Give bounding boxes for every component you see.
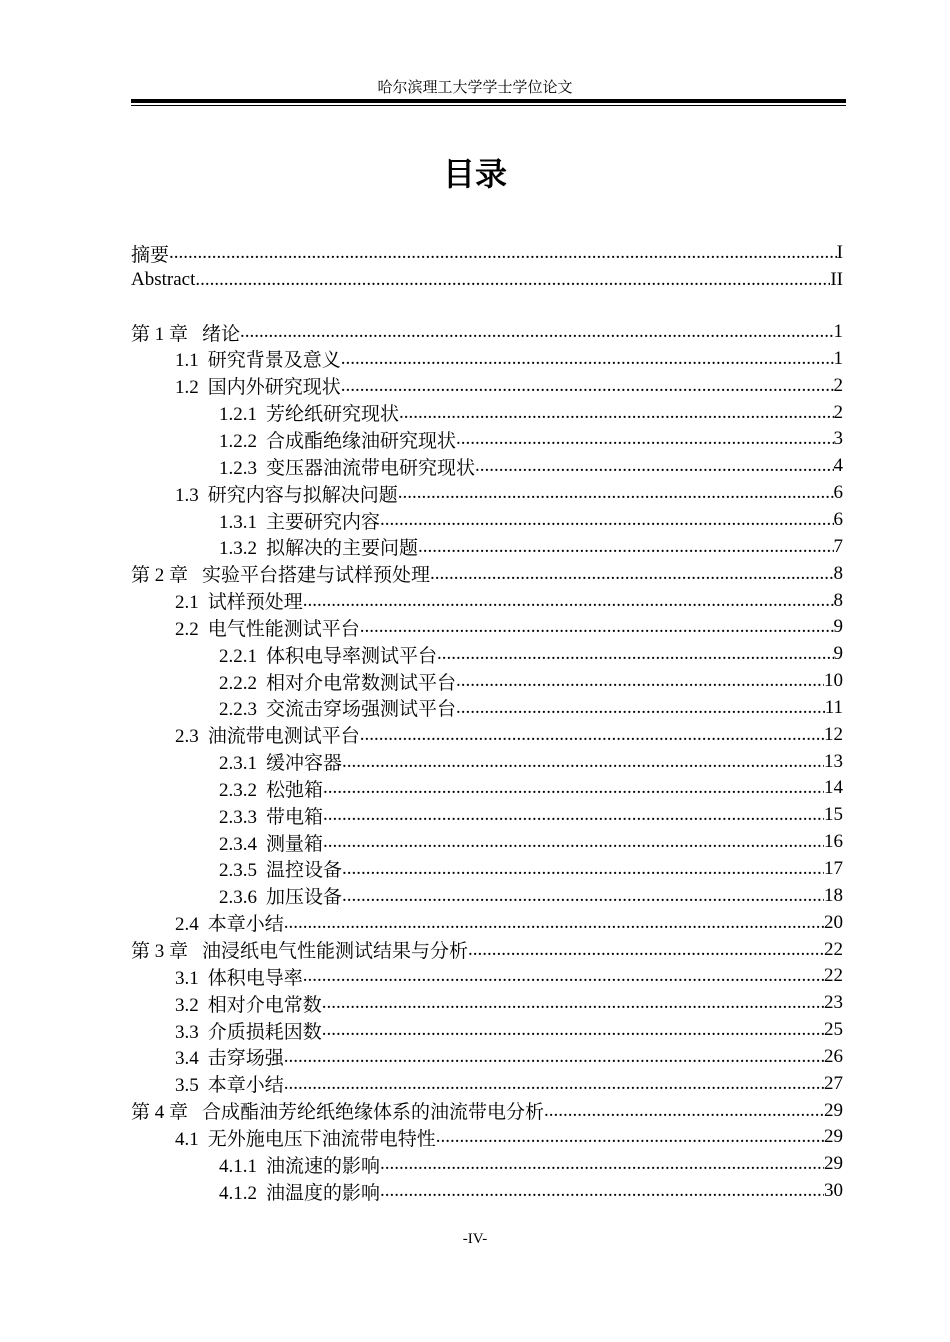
toc-entry-title <box>219 882 342 909</box>
dot-leader <box>303 590 834 612</box>
toc-entry-label: 合成酯绝缘油研究现状 <box>266 430 457 452</box>
toc-page-number: 25 <box>824 1019 843 1041</box>
toc-entry-label: 体积电导率测试平台 <box>266 645 438 667</box>
dot-leader <box>284 1073 824 1095</box>
toc-page-number: 16 <box>824 831 843 853</box>
toc-entry-title <box>219 399 399 426</box>
toc-entry[interactable] <box>131 748 846 775</box>
toc-entry-number: 4.1.1 <box>219 1155 257 1177</box>
toc-entry-label: 交流击穿场强测试平台 <box>266 699 457 721</box>
toc-entry-label: 无外施电压下油流带电特性 <box>207 1128 436 1150</box>
toc-entry-title <box>219 668 456 695</box>
toc-entry-title <box>219 1151 380 1178</box>
toc-entry-title <box>219 802 323 829</box>
toc-entry-number: 3.4 <box>175 1048 199 1070</box>
toc-entry[interactable] <box>131 426 846 453</box>
toc-page-number: 22 <box>824 938 843 960</box>
toc-entry-number: 3.3 <box>175 1021 199 1043</box>
toc-entry-number: 2.3.1 <box>219 753 257 775</box>
toc-entry-number: 1.2.1 <box>219 404 257 426</box>
toc-entry-label: 体积电导率 <box>207 967 303 989</box>
toc-page-number: 1 <box>833 321 843 343</box>
toc-entry-title <box>219 507 380 534</box>
toc-entry-label: 实验平台搭建与试样预处理 <box>202 565 431 587</box>
toc-page-number: 2 <box>833 374 843 396</box>
toc-page-number: 8 <box>833 589 843 611</box>
toc-entry-label: 变压器油流带电研究现状 <box>266 457 476 479</box>
toc-entry-title <box>175 372 341 399</box>
toc-entry-label: 芳纶纸研究现状 <box>266 404 400 426</box>
toc-entry-label: 测量箱 <box>266 833 324 855</box>
dot-leader <box>322 992 824 1014</box>
toc-entry[interactable] <box>131 695 846 722</box>
toc-page-number: 18 <box>824 884 843 906</box>
toc-entry-title <box>175 587 303 614</box>
toc-entry[interactable] <box>131 614 846 641</box>
toc-page-number: 23 <box>824 992 843 1014</box>
toc-page-number: II <box>830 269 843 291</box>
toc-entry-label: 研究背景及意义 <box>207 350 341 372</box>
toc-entry-title <box>175 614 360 641</box>
page-title: 目录 <box>442 155 507 193</box>
toc-entry-label: 温控设备 <box>266 860 343 882</box>
toc-entry-label: Abstract <box>131 269 196 291</box>
toc-page-number: 27 <box>824 1072 843 1094</box>
toc-entry-title <box>219 694 456 721</box>
dot-leader <box>380 1180 824 1202</box>
dot-leader <box>284 1046 824 1068</box>
toc-entry[interactable] <box>131 240 846 267</box>
dot-leader <box>342 885 824 907</box>
toc-entry-label: 摘要 <box>131 244 170 266</box>
page-number: -IV- <box>462 1231 488 1247</box>
toc-entry-number: 1.2.3 <box>219 457 257 479</box>
toc-page-number: 30 <box>824 1180 843 1202</box>
toc-entry-number: 2.3.3 <box>219 806 257 828</box>
toc-entry-number: 第 4 章 <box>131 1102 189 1124</box>
dot-leader <box>398 482 834 504</box>
toc-entry-number: 1.3.2 <box>219 538 257 560</box>
dot-leader <box>456 670 824 692</box>
toc-entry-number: 第 1 章 <box>131 323 189 345</box>
toc-entry[interactable] <box>131 1124 846 1151</box>
toc-entry-number: 3.2 <box>175 994 199 1016</box>
toc-entry[interactable] <box>131 1017 846 1044</box>
toc-entry-title <box>131 269 195 291</box>
toc-entry-number: 第 2 章 <box>131 565 189 587</box>
toc-entry-title <box>131 560 430 587</box>
dot-leader <box>323 777 824 799</box>
dot-leader <box>284 912 824 934</box>
toc-entry-label: 相对介电常数测试平台 <box>266 672 457 694</box>
dot-leader <box>323 831 824 853</box>
toc-entry-label: 国内外研究现状 <box>207 377 341 399</box>
toc-entry-number: 4.1.2 <box>219 1182 257 1204</box>
toc-page-number: 8 <box>833 562 843 584</box>
toc-entry-number: 2.2 <box>175 618 199 640</box>
toc-entry-title <box>175 963 303 990</box>
toc-entry[interactable] <box>131 936 846 963</box>
toc-entry-number: 1.3 <box>175 484 199 506</box>
toc-page-number: 6 <box>833 482 843 504</box>
toc-entry-title <box>175 990 322 1017</box>
toc-entry-label: 本章小结 <box>207 1075 284 1097</box>
toc-entry-label: 本章小结 <box>207 914 284 936</box>
toc-entry-title <box>175 345 341 372</box>
toc-entry-number: 2.3.4 <box>219 833 257 855</box>
toc-entry[interactable] <box>131 856 846 883</box>
toc-entry-title <box>219 641 437 668</box>
toc-entry-label: 加压设备 <box>266 887 343 909</box>
toc-entry-title <box>175 721 360 748</box>
toc-entry[interactable] <box>131 372 846 399</box>
dot-leader <box>380 1153 824 1175</box>
dot-leader <box>430 563 833 585</box>
toc-entry-label: 松弛箱 <box>266 779 324 801</box>
toc-entry-number: 2.3.2 <box>219 779 257 801</box>
toc-page-number: 13 <box>824 750 843 772</box>
toc-page-number: 14 <box>824 777 843 799</box>
toc-entry-label: 击穿场强 <box>207 1048 284 1070</box>
toc-entry-title <box>131 936 468 963</box>
toc-page-number: 11 <box>824 696 843 718</box>
dot-leader <box>456 428 833 450</box>
dot-leader <box>456 697 825 719</box>
toc-entry-number: 2.3 <box>175 726 199 748</box>
toc-entry-label: 相对介电常数 <box>207 994 322 1016</box>
toc-entry[interactable] <box>131 480 846 507</box>
dot-leader <box>468 939 824 961</box>
toc-entry-label: 油温度的影响 <box>266 1182 381 1204</box>
toc-entry-label: 油浸纸电气性能测试结果与分析 <box>202 941 469 963</box>
toc-entry-number: 1.3.1 <box>219 511 257 533</box>
toc-entry-label: 试样预处理 <box>207 592 303 614</box>
toc-entry-label: 合成酯油芳纶纸绝缘体系的油流带电分析 <box>202 1102 545 1124</box>
toc-entry-title <box>175 1124 436 1151</box>
toc-entry-number: 2.4 <box>175 914 199 936</box>
toc-entry-label: 主要研究内容 <box>266 511 381 533</box>
toc-page-number: 26 <box>824 1045 843 1067</box>
dot-leader <box>240 321 833 343</box>
toc-entry-title <box>219 453 475 480</box>
toc-entry[interactable] <box>131 963 846 990</box>
toc-entry[interactable] <box>131 1097 846 1124</box>
toc-page-number: 9 <box>833 643 843 665</box>
toc-entry-label: 介质损耗因数 <box>207 1021 322 1043</box>
toc-entry-label: 带电箱 <box>266 806 324 828</box>
toc-entry-title <box>175 1043 284 1070</box>
header-rule-thick <box>131 99 846 103</box>
toc-entry[interactable] <box>131 721 846 748</box>
toc-entry-title <box>219 533 418 560</box>
toc-entry[interactable] <box>131 1178 846 1205</box>
toc-entry-title <box>131 240 169 267</box>
toc-entry-title <box>219 829 323 856</box>
dot-leader <box>399 402 833 424</box>
toc-page-number: 7 <box>833 535 843 557</box>
toc-page-number: 17 <box>824 857 843 879</box>
toc-entry-label: 电气性能测试平台 <box>207 618 360 640</box>
toc-page-number: I <box>836 242 843 264</box>
toc-entry[interactable] <box>131 507 846 534</box>
dot-leader <box>475 455 833 477</box>
dot-leader <box>342 751 824 773</box>
toc-entry[interactable] <box>131 990 846 1017</box>
toc-entry-title <box>175 1017 322 1044</box>
dot-leader <box>341 348 834 370</box>
toc-entry-number: 第 3 章 <box>131 941 189 963</box>
toc-entry-label: 拟解决的主要问题 <box>266 538 419 560</box>
toc-entry-label: 油流速的影响 <box>266 1155 381 1177</box>
dot-leader <box>418 536 833 558</box>
toc-entry-title <box>219 748 342 775</box>
dot-leader <box>342 858 824 880</box>
dot-leader <box>436 1126 824 1148</box>
dot-leader <box>360 724 824 746</box>
toc-entry[interactable] <box>131 882 846 909</box>
dot-leader <box>544 1100 824 1122</box>
toc-page-number: 10 <box>824 670 843 692</box>
toc-entry[interactable] <box>131 399 846 426</box>
toc-entry-title <box>219 775 323 802</box>
toc-page-number: 2 <box>833 401 843 423</box>
toc-entry[interactable] <box>131 1070 846 1097</box>
toc-entry[interactable] <box>131 267 846 294</box>
toc-entry-title <box>175 480 398 507</box>
toc-page-number: 1 <box>833 347 843 369</box>
toc-entry-title <box>219 855 342 882</box>
toc-page-number: 3 <box>833 428 843 450</box>
toc-entry[interactable] <box>131 453 846 480</box>
toc-page-number: 22 <box>824 965 843 987</box>
toc-entry-number: 2.3.5 <box>219 860 257 882</box>
dot-leader <box>322 1019 824 1041</box>
toc-page-number: 12 <box>824 723 843 745</box>
running-header: 哈尔滨理工大学学士学位论文 <box>377 80 573 96</box>
toc-entry-label: 绪论 <box>202 323 241 345</box>
toc-entry[interactable] <box>131 319 846 346</box>
dot-leader <box>169 242 837 264</box>
toc-entry-number: 1.2.2 <box>219 430 257 452</box>
toc-entry[interactable] <box>131 560 846 587</box>
dot-leader <box>360 616 834 638</box>
toc-page-number: 29 <box>824 1153 843 1175</box>
toc-entry-title <box>131 319 240 346</box>
toc-entry[interactable] <box>131 829 846 856</box>
header-rule-thin <box>131 105 846 106</box>
toc-entry-label: 研究内容与拟解决问题 <box>207 484 398 506</box>
toc-entry-number: 2.2.3 <box>219 699 257 721</box>
toc-entry[interactable] <box>131 533 846 560</box>
toc-entry[interactable] <box>131 909 846 936</box>
toc-entry-number: 4.1 <box>175 1128 199 1150</box>
toc-entry[interactable] <box>131 641 846 668</box>
toc-page-number: 4 <box>833 455 843 477</box>
toc-page-number: 9 <box>833 616 843 638</box>
toc-entry-number: 2.1 <box>175 592 199 614</box>
toc-entry-title <box>175 909 284 936</box>
dot-leader <box>195 269 830 291</box>
toc-entry[interactable] <box>131 587 846 614</box>
toc-entry[interactable] <box>131 668 846 695</box>
toc-page-number: 15 <box>824 804 843 826</box>
toc-entry-number: 2.3.6 <box>219 887 257 909</box>
dot-leader <box>323 804 824 826</box>
dot-leader <box>303 965 824 987</box>
toc-entry-label: 缓冲容器 <box>266 753 343 775</box>
toc-entry-title <box>219 1178 380 1205</box>
toc-entry[interactable] <box>131 802 846 829</box>
toc-entry[interactable] <box>131 346 846 373</box>
toc-page-number: 20 <box>824 911 843 933</box>
toc-entry-number: 1.2 <box>175 377 199 399</box>
toc-entry[interactable] <box>131 775 846 802</box>
toc-entry[interactable] <box>131 1151 846 1178</box>
table-of-contents <box>131 240 846 1205</box>
toc-entry-title <box>219 426 456 453</box>
toc-entry-number: 3.1 <box>175 967 199 989</box>
toc-entry-title <box>131 1097 544 1124</box>
dot-leader <box>380 509 833 531</box>
toc-entry[interactable] <box>131 1043 846 1070</box>
toc-entry-title <box>175 1070 284 1097</box>
toc-entry-number: 1.1 <box>175 350 199 372</box>
dot-leader <box>437 643 833 665</box>
toc-page-number: 29 <box>824 1099 843 1121</box>
toc-entry-label: 油流带电测试平台 <box>207 726 360 748</box>
toc-entry-number: 2.2.1 <box>219 645 257 667</box>
toc-page-number: 6 <box>833 509 843 531</box>
dot-leader <box>341 375 834 397</box>
toc-page-number: 29 <box>824 1126 843 1148</box>
toc-entry-number: 2.2.2 <box>219 672 257 694</box>
toc-entry-number: 3.5 <box>175 1075 199 1097</box>
